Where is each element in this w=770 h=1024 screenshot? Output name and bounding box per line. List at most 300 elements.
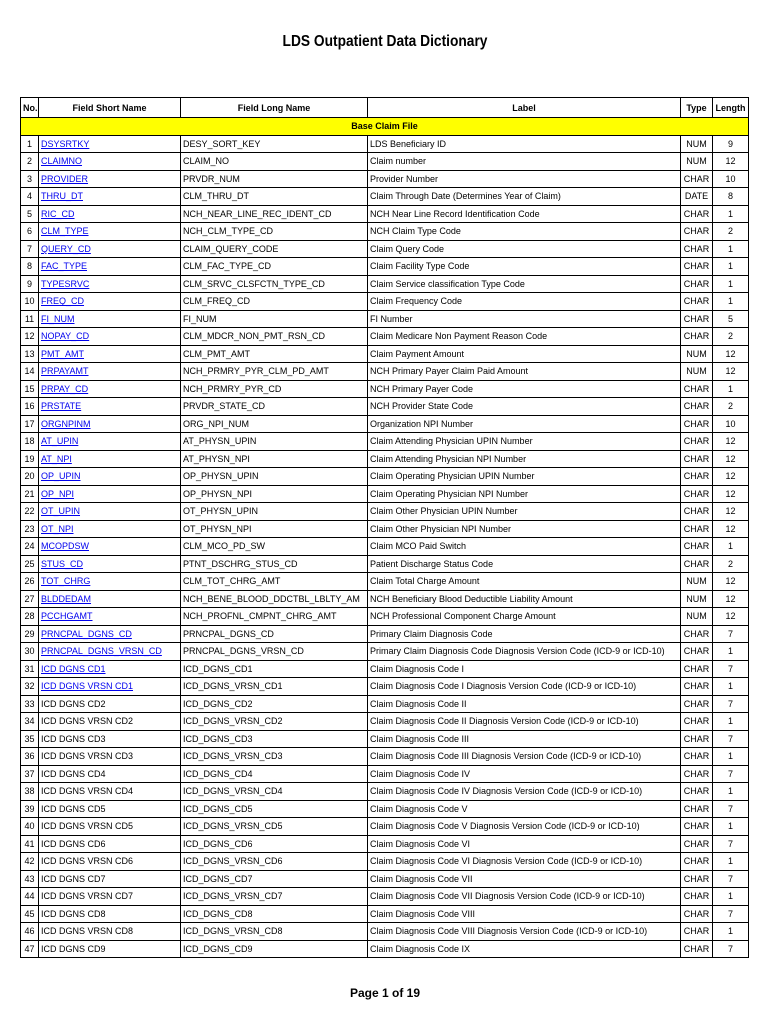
table-row — [21, 870, 749, 888]
row-number: 42 — [21, 853, 39, 871]
field-long-name: CLM_SRVC_CLSFCTN_TYPE_CD — [181, 275, 368, 293]
page-number: Page 1 of 19 — [349, 986, 421, 1000]
field-length: 1 — [713, 258, 749, 276]
field-length: 1 — [713, 783, 749, 801]
table-row — [21, 573, 749, 591]
field-type: CHAR — [681, 223, 713, 241]
field-length: 7 — [713, 870, 749, 888]
field-type: CHAR — [681, 380, 713, 398]
field-long-name: AT_PHYSN_UPIN — [181, 433, 368, 451]
field-short-name[interactable]: CLAIMNO — [39, 153, 181, 171]
field-label: NCH Claim Type Code — [368, 223, 681, 241]
field-label: Claim Diagnosis Code V Diagnosis Version Code (ICD-9 or ICD-10) — [368, 818, 681, 836]
header-no: No. — [21, 98, 39, 118]
field-type: CHAR — [681, 923, 713, 941]
table-row — [21, 888, 749, 906]
field-type: NUM — [681, 608, 713, 626]
field-length: 1 — [713, 275, 749, 293]
field-type: CHAR — [681, 415, 713, 433]
field-type: CHAR — [681, 643, 713, 661]
header-long-name: Field Long Name — [181, 98, 368, 118]
field-short-name[interactable]: PCCHGAMT — [39, 608, 181, 626]
row-number: 6 — [21, 223, 39, 241]
field-type: CHAR — [681, 310, 713, 328]
field-label: Claim Diagnosis Code I Diagnosis Version Code (ICD-9 or ICD-10) — [368, 678, 681, 696]
field-label: Claim Payment Amount — [368, 345, 681, 363]
row-number: 21 — [21, 485, 39, 503]
field-length: 10 — [713, 170, 749, 188]
table-row — [21, 450, 749, 468]
field-short-name[interactable]: RIC_CD — [39, 205, 181, 223]
field-short-name[interactable]: ORGNPINM — [39, 415, 181, 433]
field-short-name[interactable]: ICD DGNS VRSN CD1 — [39, 678, 181, 696]
field-short-name: ICD DGNS CD6 — [39, 835, 181, 853]
field-short-name[interactable]: PMT_AMT — [39, 345, 181, 363]
table-row — [21, 258, 749, 276]
field-label: Claim Diagnosis Code VIII Diagnosis Version Code (ICD-9 or ICD-10) — [368, 923, 681, 941]
field-short-name[interactable]: PROVIDER — [39, 170, 181, 188]
row-number: 8 — [21, 258, 39, 276]
field-label: Claim Diagnosis Code III — [368, 730, 681, 748]
header-short-name: Field Short Name — [39, 98, 181, 118]
field-label: Provider Number — [368, 170, 681, 188]
field-type: CHAR — [681, 170, 713, 188]
field-long-name: ICD_DGNS_VRSN_CD1 — [181, 678, 368, 696]
field-short-name[interactable]: THRU_DT — [39, 188, 181, 206]
page-title: LDS Outpatient Data Dictionary — [282, 33, 488, 50]
field-long-name: ICD_DGNS_VRSN_CD6 — [181, 853, 368, 871]
field-short-name[interactable]: OT_UPIN — [39, 503, 181, 521]
field-label: NCH Primary Payer Claim Paid Amount — [368, 363, 681, 381]
field-long-name: PRVDR_NUM — [181, 170, 368, 188]
table-row — [21, 590, 749, 608]
table-row — [21, 223, 749, 241]
field-type: CHAR — [681, 695, 713, 713]
field-length: 7 — [713, 625, 749, 643]
field-short-name[interactable]: PRNCPAL_DGNS_CD — [39, 625, 181, 643]
data-dictionary-table — [20, 97, 749, 958]
field-label: Primary Claim Diagnosis Code — [368, 625, 681, 643]
table-body — [21, 118, 749, 958]
field-long-name: AT_PHYSN_NPI — [181, 450, 368, 468]
field-label: Claim Service classification Type Code — [368, 275, 681, 293]
table-header — [21, 98, 749, 118]
field-label: NCH Professional Component Charge Amount — [368, 608, 681, 626]
table-row — [21, 188, 749, 206]
table-row — [21, 538, 749, 556]
field-type: CHAR — [681, 433, 713, 451]
row-number: 43 — [21, 870, 39, 888]
field-short-name: ICD DGNS CD2 — [39, 695, 181, 713]
table-row — [21, 170, 749, 188]
field-type: CHAR — [681, 660, 713, 678]
table-row — [21, 363, 749, 381]
table-row — [21, 503, 749, 521]
field-type: CHAR — [681, 818, 713, 836]
table-row — [21, 905, 749, 923]
field-short-name[interactable]: NOPAY_CD — [39, 328, 181, 346]
field-label: Claim Diagnosis Code VIII — [368, 905, 681, 923]
field-label: Primary Claim Diagnosis Code Diagnosis Version Code (ICD-9 or ICD-10) — [368, 643, 681, 661]
field-type: CHAR — [681, 468, 713, 486]
field-label: Claim Other Physician NPI Number — [368, 520, 681, 538]
field-long-name: CLM_FAC_TYPE_CD — [181, 258, 368, 276]
row-number: 3 — [21, 170, 39, 188]
field-type: CHAR — [681, 783, 713, 801]
row-number: 41 — [21, 835, 39, 853]
field-length: 1 — [713, 818, 749, 836]
table-row — [21, 695, 749, 713]
field-length: 1 — [713, 205, 749, 223]
field-type: CHAR — [681, 503, 713, 521]
table-row — [21, 923, 749, 941]
field-long-name: ICD_DGNS_CD8 — [181, 905, 368, 923]
field-short-name: ICD DGNS CD5 — [39, 800, 181, 818]
field-long-name: CLM_THRU_DT — [181, 188, 368, 206]
field-type: CHAR — [681, 748, 713, 766]
field-long-name: CLAIM_QUERY_CODE — [181, 240, 368, 258]
field-long-name: ICD_DGNS_CD9 — [181, 940, 368, 958]
field-long-name: OP_PHYSN_UPIN — [181, 468, 368, 486]
row-number: 35 — [21, 730, 39, 748]
field-label: Patient Discharge Status Code — [368, 555, 681, 573]
field-length: 7 — [713, 800, 749, 818]
header-length: Length — [713, 98, 749, 118]
row-number: 47 — [21, 940, 39, 958]
field-long-name: NCH_CLM_TYPE_CD — [181, 223, 368, 241]
row-number: 32 — [21, 678, 39, 696]
table-row — [21, 940, 749, 958]
field-long-name: ICD_DGNS_CD3 — [181, 730, 368, 748]
table-row — [21, 240, 749, 258]
field-length: 7 — [713, 730, 749, 748]
field-type: CHAR — [681, 450, 713, 468]
field-length: 1 — [713, 240, 749, 258]
field-label: Claim Diagnosis Code IX — [368, 940, 681, 958]
field-short-name: ICD DGNS CD4 — [39, 765, 181, 783]
field-short-name[interactable]: PRSTATE — [39, 398, 181, 416]
table-row — [21, 310, 749, 328]
field-label: NCH Primary Payer Code — [368, 380, 681, 398]
field-short-name[interactable]: PRPAYAMT — [39, 363, 181, 381]
field-short-name: ICD DGNS VRSN CD3 — [39, 748, 181, 766]
row-number: 13 — [21, 345, 39, 363]
field-length: 1 — [713, 853, 749, 871]
field-length: 7 — [713, 695, 749, 713]
field-type: CHAR — [681, 678, 713, 696]
field-length: 12 — [713, 503, 749, 521]
table-row — [21, 398, 749, 416]
row-number: 25 — [21, 555, 39, 573]
field-length: 12 — [713, 573, 749, 591]
field-type: CHAR — [681, 258, 713, 276]
row-number: 33 — [21, 695, 39, 713]
field-type: CHAR — [681, 520, 713, 538]
table-row — [21, 800, 749, 818]
field-length: 12 — [713, 468, 749, 486]
field-type: CHAR — [681, 940, 713, 958]
table-row — [21, 205, 749, 223]
field-long-name: OT_PHYSN_NPI — [181, 520, 368, 538]
field-type: CHAR — [681, 730, 713, 748]
row-number: 7 — [21, 240, 39, 258]
field-type: CHAR — [681, 485, 713, 503]
field-label: Claim Other Physician UPIN Number — [368, 503, 681, 521]
field-type: NUM — [681, 153, 713, 171]
field-length: 1 — [713, 923, 749, 941]
field-label: Claim Attending Physician UPIN Number — [368, 433, 681, 451]
field-label: Claim number — [368, 153, 681, 171]
field-label: Claim Diagnosis Code V — [368, 800, 681, 818]
field-long-name: ICD_DGNS_VRSN_CD5 — [181, 818, 368, 836]
field-short-name[interactable]: ICD DGNS CD1 — [39, 660, 181, 678]
field-short-name: ICD DGNS CD7 — [39, 870, 181, 888]
field-length: 12 — [713, 450, 749, 468]
field-short-name[interactable]: OP_NPI — [39, 485, 181, 503]
field-label: Organization NPI Number — [368, 415, 681, 433]
table-row — [21, 783, 749, 801]
field-long-name: FI_NUM — [181, 310, 368, 328]
field-label: Claim Diagnosis Code VI Diagnosis Version Code (ICD-9 or ICD-10) — [368, 853, 681, 871]
field-type: CHAR — [681, 555, 713, 573]
row-number: 9 — [21, 275, 39, 293]
row-number: 5 — [21, 205, 39, 223]
row-number: 16 — [21, 398, 39, 416]
table-row — [21, 625, 749, 643]
table-row — [21, 415, 749, 433]
row-number: 1 — [21, 135, 39, 153]
field-length: 1 — [713, 678, 749, 696]
row-number: 34 — [21, 713, 39, 731]
field-long-name: ICD_DGNS_VRSN_CD8 — [181, 923, 368, 941]
field-length: 1 — [713, 643, 749, 661]
field-label: Claim Facility Type Code — [368, 258, 681, 276]
field-length: 12 — [713, 345, 749, 363]
table-row — [21, 485, 749, 503]
section-title: Base Claim File — [21, 118, 749, 136]
table-row — [21, 275, 749, 293]
field-short-name[interactable]: TOT_CHRG — [39, 573, 181, 591]
field-long-name: ICD_DGNS_VRSN_CD3 — [181, 748, 368, 766]
field-short-name: ICD DGNS VRSN CD2 — [39, 713, 181, 731]
field-short-name: ICD DGNS VRSN CD6 — [39, 853, 181, 871]
field-label: Claim Attending Physician NPI Number — [368, 450, 681, 468]
field-long-name: PRNCPAL_DGNS_CD — [181, 625, 368, 643]
table-row — [21, 835, 749, 853]
field-type: NUM — [681, 135, 713, 153]
field-long-name: NCH_PRMRY_PYR_CLM_PD_AMT — [181, 363, 368, 381]
field-short-name[interactable]: FREQ_CD — [39, 293, 181, 311]
field-type: NUM — [681, 363, 713, 381]
row-number: 4 — [21, 188, 39, 206]
table-row — [21, 713, 749, 731]
field-label: Claim Diagnosis Code VII Diagnosis Version Code (ICD-9 or ICD-10) — [368, 888, 681, 906]
row-number: 29 — [21, 625, 39, 643]
field-label: Claim Operating Physician NPI Number — [368, 485, 681, 503]
field-length: 12 — [713, 363, 749, 381]
header-label: Label — [368, 98, 681, 118]
field-type: CHAR — [681, 328, 713, 346]
row-number: 20 — [21, 468, 39, 486]
table-row — [21, 678, 749, 696]
field-type: CHAR — [681, 625, 713, 643]
field-length: 7 — [713, 940, 749, 958]
field-label: Claim Diagnosis Code IV Diagnosis Version Code (ICD-9 or ICD-10) — [368, 783, 681, 801]
field-type: CHAR — [681, 765, 713, 783]
field-long-name: ICD_DGNS_CD1 — [181, 660, 368, 678]
field-type: CHAR — [681, 905, 713, 923]
field-length: 1 — [713, 380, 749, 398]
field-short-name: ICD DGNS CD8 — [39, 905, 181, 923]
field-short-name[interactable]: OP_UPIN — [39, 468, 181, 486]
field-short-name[interactable]: PRNCPAL_DGNS_VRSN_CD — [39, 643, 181, 661]
table-row — [21, 293, 749, 311]
field-long-name: ICD_DGNS_VRSN_CD2 — [181, 713, 368, 731]
field-long-name: CLAIM_NO — [181, 153, 368, 171]
field-length: 12 — [713, 520, 749, 538]
section-row — [21, 118, 749, 136]
field-type: CHAR — [681, 800, 713, 818]
table-row — [21, 555, 749, 573]
field-length: 1 — [713, 888, 749, 906]
field-type: CHAR — [681, 240, 713, 258]
field-long-name: PTNT_DSCHRG_STUS_CD — [181, 555, 368, 573]
row-number: 31 — [21, 660, 39, 678]
row-number: 46 — [21, 923, 39, 941]
field-long-name: OT_PHYSN_UPIN — [181, 503, 368, 521]
row-number: 36 — [21, 748, 39, 766]
field-type: CHAR — [681, 713, 713, 731]
field-long-name: CLM_FREQ_CD — [181, 293, 368, 311]
table-row — [21, 818, 749, 836]
field-long-name: ICD_DGNS_CD5 — [181, 800, 368, 818]
field-type: CHAR — [681, 870, 713, 888]
row-number: 28 — [21, 608, 39, 626]
field-label: Claim Diagnosis Code VI — [368, 835, 681, 853]
field-long-name: PRNCPAL_DGNS_VRSN_CD — [181, 643, 368, 661]
field-label: Claim Diagnosis Code I — [368, 660, 681, 678]
row-number: 14 — [21, 363, 39, 381]
field-long-name: DESY_SORT_KEY — [181, 135, 368, 153]
row-number: 37 — [21, 765, 39, 783]
field-length: 8 — [713, 188, 749, 206]
field-short-name[interactable]: AT_UPIN — [39, 433, 181, 451]
field-type: NUM — [681, 573, 713, 591]
table-row — [21, 730, 749, 748]
field-short-name[interactable]: BLDDEDAM — [39, 590, 181, 608]
table-row — [21, 153, 749, 171]
field-long-name: ICD_DGNS_VRSN_CD4 — [181, 783, 368, 801]
field-label: NCH Beneficiary Blood Deductible Liability Amount — [368, 590, 681, 608]
row-number: 39 — [21, 800, 39, 818]
field-short-name[interactable]: FAC_TYPE — [39, 258, 181, 276]
field-short-name: ICD DGNS VRSN CD8 — [39, 923, 181, 941]
field-long-name: PRVDR_STATE_CD — [181, 398, 368, 416]
field-short-name: ICD DGNS VRSN CD7 — [39, 888, 181, 906]
field-length: 12 — [713, 433, 749, 451]
field-short-name: ICD DGNS CD3 — [39, 730, 181, 748]
field-short-name[interactable]: MCOPDSW — [39, 538, 181, 556]
field-length: 12 — [713, 153, 749, 171]
field-type: CHAR — [681, 835, 713, 853]
field-short-name[interactable]: DSYSRTKY — [39, 135, 181, 153]
field-short-name[interactable]: PRPAY_CD — [39, 380, 181, 398]
table-row — [21, 328, 749, 346]
field-label: Claim Diagnosis Code III Diagnosis Version Code (ICD-9 or ICD-10) — [368, 748, 681, 766]
row-number: 23 — [21, 520, 39, 538]
row-number: 15 — [21, 380, 39, 398]
field-label: Claim Diagnosis Code II Diagnosis Version Code (ICD-9 or ICD-10) — [368, 713, 681, 731]
field-label: FI Number — [368, 310, 681, 328]
field-short-name[interactable]: STUS_CD — [39, 555, 181, 573]
row-number: 24 — [21, 538, 39, 556]
field-type: DATE — [681, 188, 713, 206]
field-long-name: OP_PHYSN_NPI — [181, 485, 368, 503]
field-long-name: CLM_MCO_PD_SW — [181, 538, 368, 556]
field-type: CHAR — [681, 205, 713, 223]
field-length: 1 — [713, 713, 749, 731]
row-number: 26 — [21, 573, 39, 591]
row-number: 27 — [21, 590, 39, 608]
row-number: 44 — [21, 888, 39, 906]
field-short-name[interactable]: TYPESRVC — [39, 275, 181, 293]
field-label: Claim Total Charge Amount — [368, 573, 681, 591]
field-length: 1 — [713, 538, 749, 556]
field-type: CHAR — [681, 853, 713, 871]
field-length: 10 — [713, 415, 749, 433]
table-row — [21, 643, 749, 661]
field-long-name: ORG_NPI_NUM — [181, 415, 368, 433]
field-short-name: ICD DGNS CD9 — [39, 940, 181, 958]
field-label: NCH Provider State Code — [368, 398, 681, 416]
field-length: 2 — [713, 555, 749, 573]
field-length: 2 — [713, 398, 749, 416]
field-label: Claim Diagnosis Code VII — [368, 870, 681, 888]
table-row — [21, 520, 749, 538]
field-short-name[interactable]: QUERY_CD — [39, 240, 181, 258]
field-label: LDS Beneficiary ID — [368, 135, 681, 153]
field-length: 5 — [713, 310, 749, 328]
table-row — [21, 748, 749, 766]
table-row — [21, 468, 749, 486]
table-row — [21, 765, 749, 783]
field-length: 9 — [713, 135, 749, 153]
field-length: 7 — [713, 905, 749, 923]
field-length: 7 — [713, 660, 749, 678]
field-label: Claim Diagnosis Code IV — [368, 765, 681, 783]
field-length: 2 — [713, 328, 749, 346]
row-number: 30 — [21, 643, 39, 661]
field-short-name[interactable]: CLM_TYPE — [39, 223, 181, 241]
field-short-name[interactable]: FI_NUM — [39, 310, 181, 328]
field-short-name[interactable]: AT_NPI — [39, 450, 181, 468]
field-length: 12 — [713, 608, 749, 626]
field-label: Claim Diagnosis Code II — [368, 695, 681, 713]
field-type: CHAR — [681, 398, 713, 416]
table-row — [21, 608, 749, 626]
row-number: 2 — [21, 153, 39, 171]
field-long-name: ICD_DGNS_CD4 — [181, 765, 368, 783]
field-short-name: ICD DGNS VRSN CD5 — [39, 818, 181, 836]
row-number: 11 — [21, 310, 39, 328]
row-number: 18 — [21, 433, 39, 451]
field-length: 2 — [713, 223, 749, 241]
table-row — [21, 433, 749, 451]
field-type: CHAR — [681, 538, 713, 556]
field-type: CHAR — [681, 888, 713, 906]
field-long-name: ICD_DGNS_CD2 — [181, 695, 368, 713]
field-short-name[interactable]: OT_NPI — [39, 520, 181, 538]
